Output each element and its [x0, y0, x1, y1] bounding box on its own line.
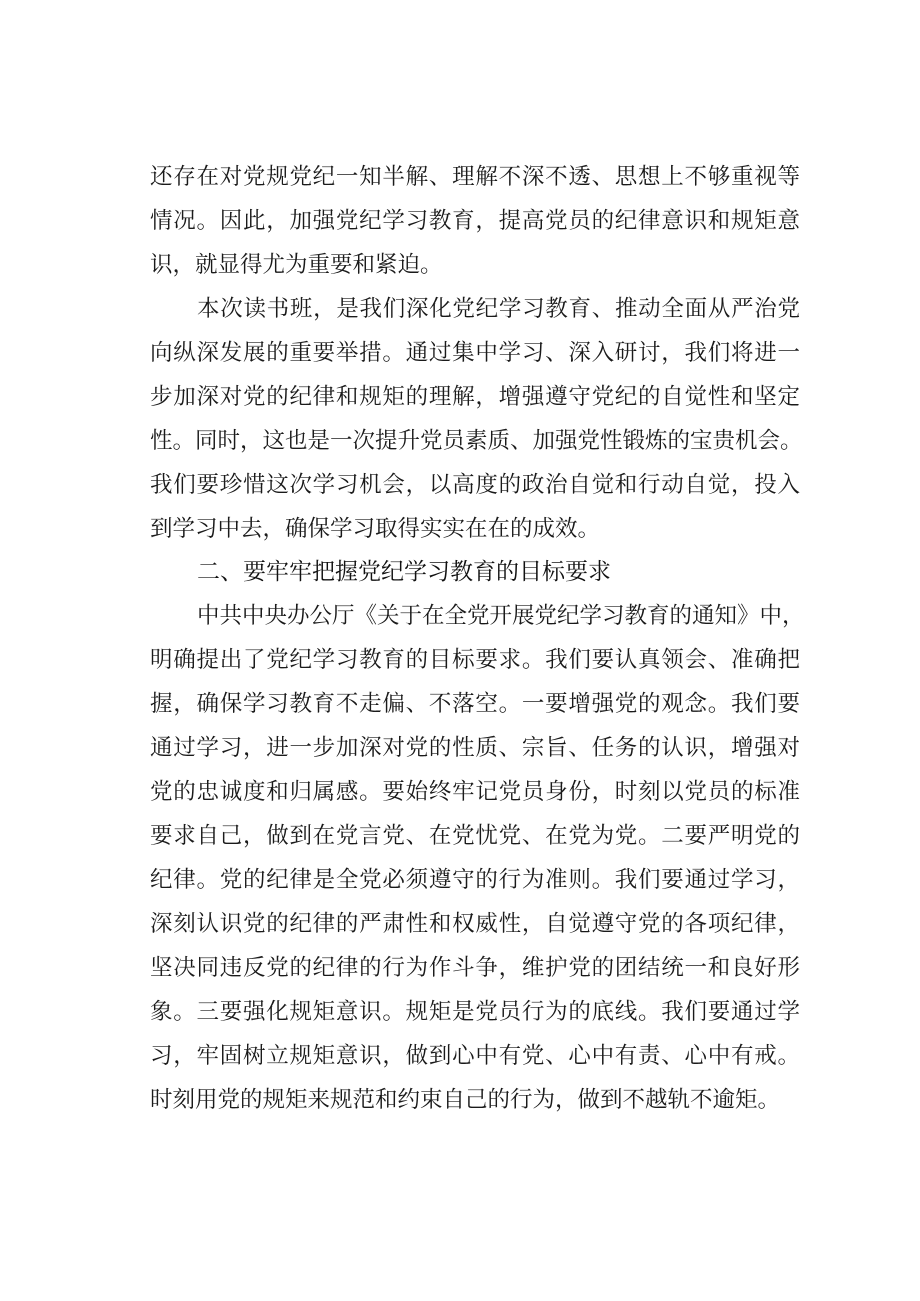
text-line: 坚决同违反党的纪律的行为作斗争，维护党的团结统一和良好形 [150, 955, 800, 981]
text-line: 握，确保学习教育不走偏、不落空。一要增强党的观念。我们要 [150, 691, 800, 717]
text-line: 明确提出了党纪学习教育的目标要求。我们要认真领会、准确把 [150, 647, 800, 673]
text-line: 还存在对党规党纪一知半解、理解不深不透、思想上不够重视等 [150, 164, 800, 190]
text-line: 习，牢固树立规矩意识，做到心中有党、心中有责、心中有戒。 [150, 1043, 800, 1069]
text-line: 通过学习，进一步加深对党的性质、宗旨、任务的认识，增强对 [150, 735, 800, 761]
text-line: 情况。因此，加强党纪学习教育，提高党员的纪律意识和规矩意 [150, 208, 800, 234]
text-line: 党的忠诚度和归属感。要始终牢记党员身份，时刻以党员的标准 [150, 779, 800, 805]
text-line: 时刻用党的规矩来规范和约束自己的行为，做到不越轨不逾矩。 [150, 1087, 781, 1113]
text-line: 我们要珍惜这次学习机会，以高度的政治自觉和行动自觉，投入 [150, 472, 800, 498]
text-line: 纪律。党的纪律是全党必须遵守的行为准则。我们要通过学习， [150, 867, 800, 893]
text-line: 中共中央办公厅《关于在全党开展党纪学习教育的通知》中， [197, 603, 805, 629]
text-line: 步加深对党的纪律和规矩的理解，增强遵守党纪的自觉性和坚定 [150, 384, 800, 410]
section-heading: 二、要牢牢把握党纪学习教育的目标要求 [197, 559, 611, 585]
text-line: 要求自己，做到在党言党、在党忧党、在党为党。二要严明党的 [150, 823, 800, 849]
text-line: 到学习中去，确保学习取得实实在在的成效。 [150, 516, 601, 542]
text-line: 象。三要强化规矩意识。规矩是党员行为的底线。我们要通过学 [150, 999, 800, 1025]
text-line: 识，就显得尤为重要和紧迫。 [150, 252, 443, 278]
text-line: 向纵深发展的重要举措。通过集中学习、深入研讨，我们将进一 [150, 340, 800, 366]
text-line: 本次读书班，是我们深化党纪学习教育、推动全面从严治党 [197, 296, 800, 322]
text-line: 性。同时，这也是一次提升党员素质、加强党性锻炼的宝贵机会。 [150, 428, 803, 454]
text-line: 深刻认识党的纪律的严肃性和权威性，自觉遵守党的各项纪律， [150, 911, 800, 937]
